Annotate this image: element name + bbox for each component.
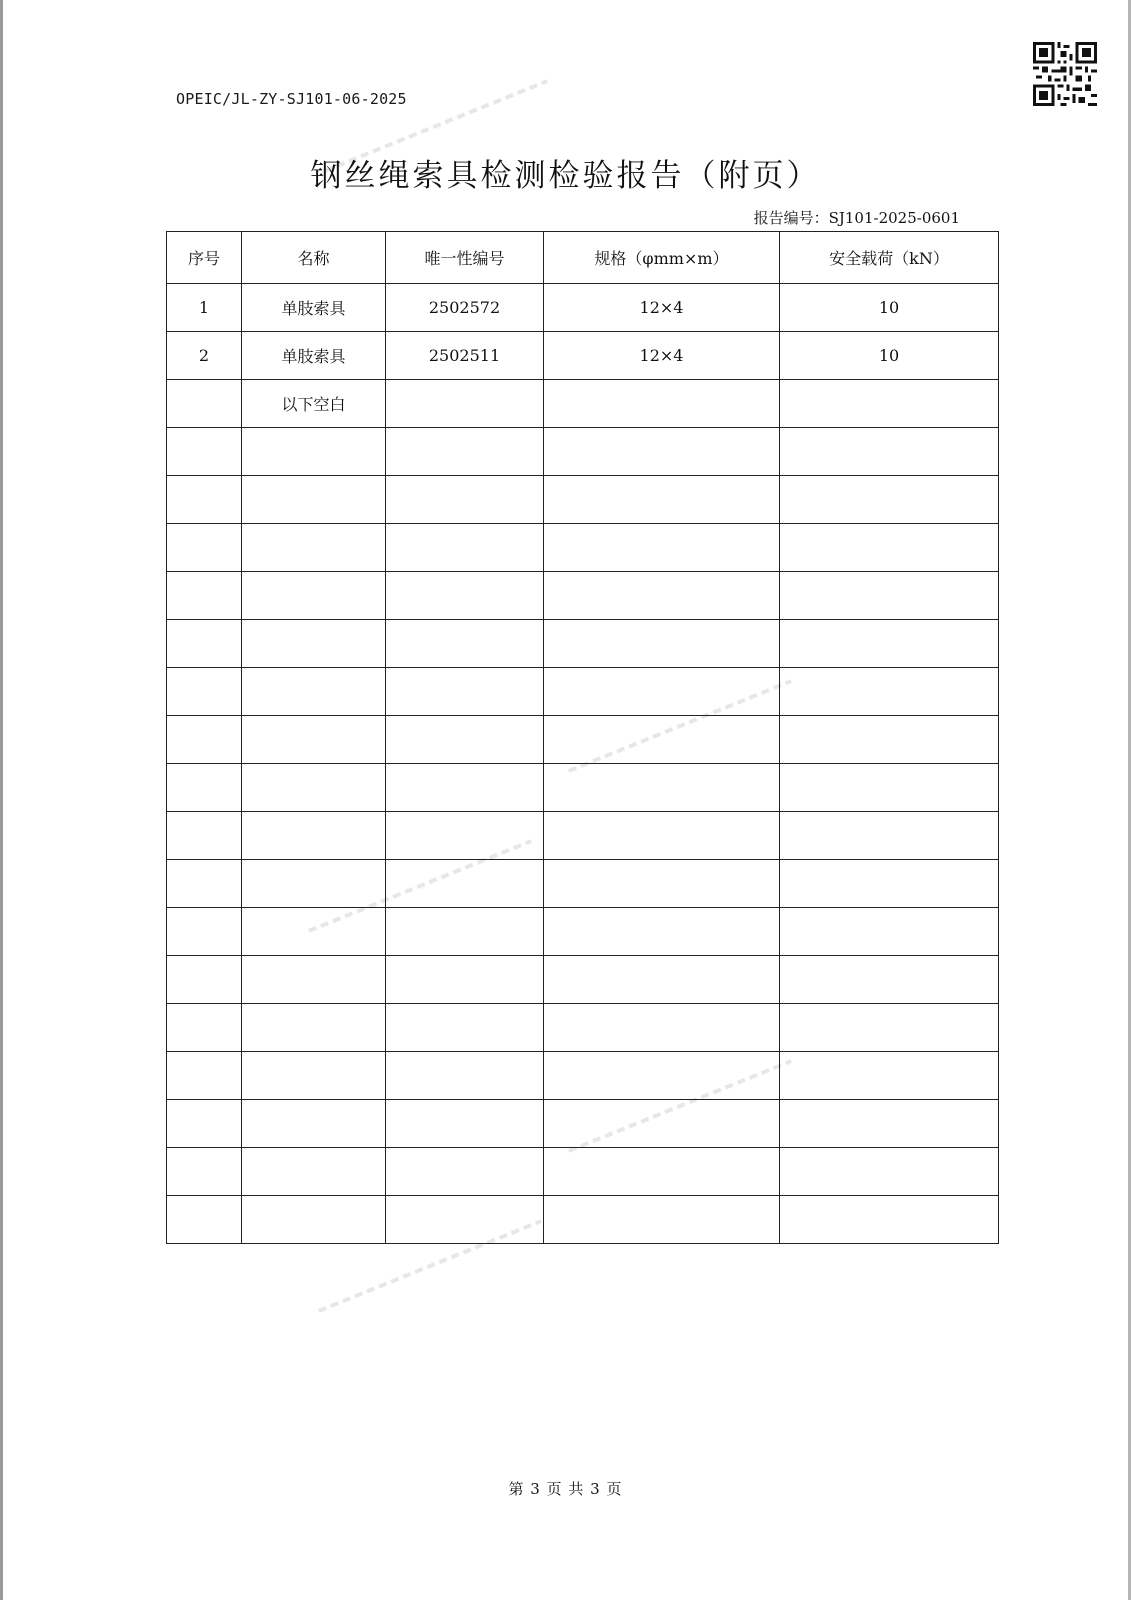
- cell-spec: [544, 812, 780, 860]
- cell-safe-load: 10: [780, 284, 999, 332]
- cell-spec: [544, 716, 780, 764]
- cell-unique-id: [386, 1196, 544, 1244]
- cell-spec: [544, 1100, 780, 1148]
- cell-safe-load: [780, 476, 999, 524]
- cell-spec: [544, 908, 780, 956]
- cell-name: [242, 812, 386, 860]
- cell-safe-load: [780, 860, 999, 908]
- cell-index: [167, 1052, 242, 1100]
- table-row: [167, 524, 999, 572]
- cell-unique-id: [386, 428, 544, 476]
- table-row: [167, 380, 999, 428]
- cell-spec: [544, 956, 780, 1004]
- cell-name: 单肢索具: [242, 332, 386, 380]
- cell-unique-id: [386, 380, 544, 428]
- cell-spec: [544, 524, 780, 572]
- cell-index: [167, 380, 242, 428]
- cell-spec: [544, 1196, 780, 1244]
- cell-safe-load: [780, 764, 999, 812]
- cell-unique-id: [386, 524, 544, 572]
- table-row: [167, 716, 999, 764]
- table-row: [167, 1196, 999, 1244]
- cell-safe-load: [780, 1196, 999, 1244]
- cell-name: [242, 716, 386, 764]
- cell-name: [242, 1148, 386, 1196]
- table-row: [167, 1100, 999, 1148]
- cell-unique-id: [386, 668, 544, 716]
- cell-spec: [544, 764, 780, 812]
- cell-index: [167, 1148, 242, 1196]
- cell-name: [242, 476, 386, 524]
- cell-index: [167, 1100, 242, 1148]
- table-row: [167, 1004, 999, 1052]
- cell-safe-load: [780, 380, 999, 428]
- cell-safe-load: [780, 524, 999, 572]
- table-row: [167, 476, 999, 524]
- qr-code-icon: [1033, 42, 1097, 106]
- cell-name: [242, 956, 386, 1004]
- table-row: [167, 572, 999, 620]
- table-row: [167, 860, 999, 908]
- cell-spec: [544, 428, 780, 476]
- cell-spec: [544, 668, 780, 716]
- cell-spec: [544, 476, 780, 524]
- cell-index: 2: [167, 332, 242, 380]
- cell-safe-load: [780, 668, 999, 716]
- cell-spec: 12×4: [544, 332, 780, 380]
- cell-safe-load: [780, 716, 999, 764]
- cell-safe-load: [780, 572, 999, 620]
- cell-name: [242, 908, 386, 956]
- table-row: [167, 908, 999, 956]
- table-row: [167, 428, 999, 476]
- cell-spec: [544, 1148, 780, 1196]
- cell-safe-load: [780, 812, 999, 860]
- table-row: [167, 1052, 999, 1100]
- cell-unique-id: 2502572: [386, 284, 544, 332]
- cell-spec: [544, 572, 780, 620]
- table-row: [167, 620, 999, 668]
- cell-index: [167, 620, 242, 668]
- cell-spec: [544, 1052, 780, 1100]
- cell-safe-load: [780, 428, 999, 476]
- cell-unique-id: [386, 476, 544, 524]
- header-cell-spec: 规格（φmm×m）: [544, 232, 780, 284]
- table-row: [167, 284, 999, 332]
- report-number: 报告编号：SJ101-2025-0601: [753, 209, 960, 227]
- table-row: [167, 332, 999, 380]
- cell-index: [167, 476, 242, 524]
- cell-spec: [544, 380, 780, 428]
- header-cell-unique-id: 唯一性编号: [386, 232, 544, 284]
- cell-name: [242, 524, 386, 572]
- cell-unique-id: [386, 1148, 544, 1196]
- cell-unique-id: [386, 764, 544, 812]
- cell-unique-id: [386, 1004, 544, 1052]
- cell-name: [242, 1100, 386, 1148]
- cell-unique-id: [386, 620, 544, 668]
- cell-unique-id: [386, 572, 544, 620]
- cell-unique-id: [386, 1052, 544, 1100]
- cell-index: [167, 668, 242, 716]
- table-row: [167, 668, 999, 716]
- cell-unique-id: [386, 1100, 544, 1148]
- cell-name: 单肢索具: [242, 284, 386, 332]
- cell-safe-load: [780, 620, 999, 668]
- inspection-table: [166, 231, 999, 1244]
- header-cell-name: 名称: [242, 232, 386, 284]
- cell-safe-load: [780, 1004, 999, 1052]
- cell-index: [167, 572, 242, 620]
- table-header-row: [167, 232, 999, 284]
- cell-name: [242, 1004, 386, 1052]
- header-cell-index: 序号: [167, 232, 242, 284]
- cell-spec: [544, 1004, 780, 1052]
- cell-index: [167, 524, 242, 572]
- cell-unique-id: [386, 956, 544, 1004]
- cell-safe-load: [780, 1100, 999, 1148]
- cell-unique-id: [386, 908, 544, 956]
- cell-index: [167, 1004, 242, 1052]
- cell-safe-load: [780, 1052, 999, 1100]
- table-row: [167, 1148, 999, 1196]
- cell-name: [242, 1052, 386, 1100]
- cell-name: 以下空白: [242, 380, 386, 428]
- table-row: [167, 812, 999, 860]
- cell-unique-id: [386, 860, 544, 908]
- report-title: 钢丝绳索具检测检验报告（附页）: [310, 158, 821, 194]
- table-row: [167, 764, 999, 812]
- cell-index: [167, 956, 242, 1004]
- cell-index: 1: [167, 284, 242, 332]
- cell-name: [242, 620, 386, 668]
- cell-name: [242, 860, 386, 908]
- cell-unique-id: [386, 716, 544, 764]
- cell-index: [167, 1196, 242, 1244]
- cell-index: [167, 812, 242, 860]
- cell-name: [242, 428, 386, 476]
- document-code: OPEIC/JL-ZY-SJ101-06-2025: [176, 90, 407, 108]
- cell-safe-load: [780, 908, 999, 956]
- cell-safe-load: [780, 956, 999, 1004]
- cell-name: [242, 572, 386, 620]
- cell-unique-id: 2502511: [386, 332, 544, 380]
- cell-safe-load: [780, 1148, 999, 1196]
- cell-name: [242, 764, 386, 812]
- cell-index: [167, 428, 242, 476]
- cell-index: [167, 860, 242, 908]
- cell-spec: [544, 860, 780, 908]
- cell-spec: [544, 620, 780, 668]
- table-row: [167, 956, 999, 1004]
- cell-index: [167, 908, 242, 956]
- cell-spec: 12×4: [544, 284, 780, 332]
- header-cell-safe-load: 安全载荷（kN）: [780, 232, 999, 284]
- cell-name: [242, 668, 386, 716]
- cell-index: [167, 764, 242, 812]
- scan-edge-left: [0, 0, 3, 1600]
- page-footer: 第 3 页 共 3 页: [508, 1480, 623, 1498]
- cell-name: [242, 1196, 386, 1244]
- cell-safe-load: 10: [780, 332, 999, 380]
- cell-unique-id: [386, 812, 544, 860]
- cell-index: [167, 716, 242, 764]
